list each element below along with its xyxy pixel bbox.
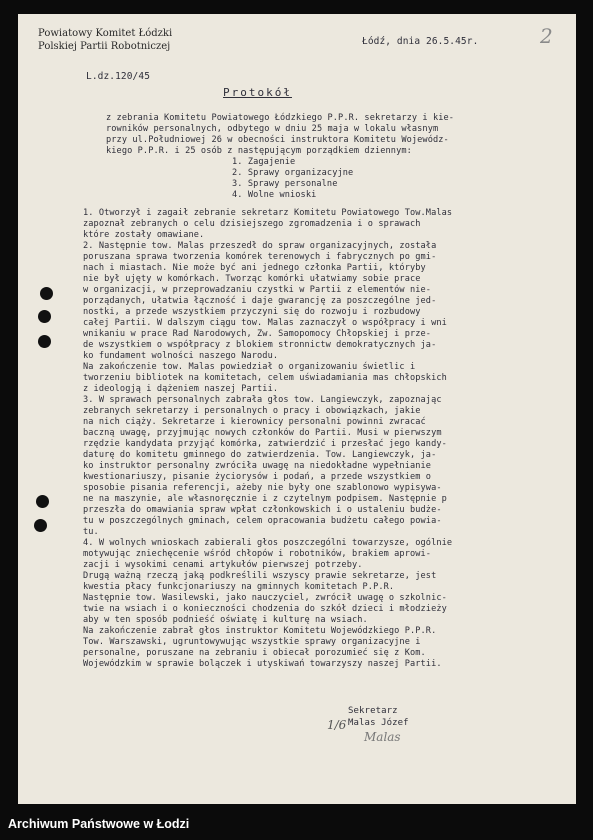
handwritten-initial: 1/6 (327, 718, 347, 732)
body-line: ko fundament wolności naszego Narodu. (83, 351, 279, 361)
body-line: de wszystkiem o współpracy z blokiem stronnictw demokratycznych ja- (83, 340, 437, 350)
agenda-item: 4. Wolne wnioski (232, 190, 317, 201)
body-line: poruszana sprawa tworzenia komórek terenowych i fabrycznych po gmi- (83, 252, 437, 262)
body-line: rzędzie kandydata przyjąć komórka, zatwierdzić i przesłać jego kandy- (83, 439, 447, 449)
body-line: sposobie pisania referencji, ażeby nie były one szablonowo wypisywa- (83, 483, 442, 493)
intro-line: rowników personalnych, odbytego w dniu 25 maja w lokalu własnym (106, 124, 439, 135)
body-line: tworzeniu bibliotek na komitetach, celem uświadamiania mas chłopskich (83, 373, 447, 383)
organization-name-line-2: Polskiej Partii Robotniczej (38, 41, 171, 52)
body-line: przeszła do omawiania spraw wpłat członkowskich i o ustaleniu budże- (83, 505, 442, 515)
archive-footer (0, 810, 593, 840)
intro-line: przy ul.Południowej 26 w obecności instruktora Komitetu Wojewódz- (106, 135, 449, 146)
archive-name: Archiwum Państwowe w Łodzi (8, 817, 190, 831)
body-line: tu. (83, 527, 99, 537)
body-line: z ideologją i dążeniem naszej Partii. (83, 384, 279, 394)
body-line: 2. Następnie tow. Malas przeszedł do spraw organizacyjnych, została (83, 241, 437, 251)
body-line: nie był ujęty w komórkach. Tworząc komórki ułatwiamy sobie prace (83, 274, 421, 284)
intro-line: kiego P.P.R. i 25 osób z następującym porządkiem dziennym: (106, 146, 412, 157)
body-line: kwestionariuszy, pisanie życiorysów i podań, a przede wszystkiem o (83, 472, 432, 482)
body-line: porządanych, ułatwia łączność i daje gwarancję za poszczególne jed- (83, 296, 437, 306)
body-line: Wojewódzkim w sprawie bolączek i utyskiwań towarzyszy naszej Partii. (83, 659, 442, 669)
body-line: wnikaniu w prace Rad Narodowych, Zw. Samopomocy Chłopskiej i prze- (83, 329, 432, 339)
body-line: ne na maszynie, ale własnoręcznie i z czytelnym podpisem. Następnie p (83, 494, 447, 504)
body-line: Drugą ważną rzeczą jaką podkreślili wszyscy prawie sekretarze, jest (83, 571, 437, 581)
body-line: daturę do komitetu gminnego do zatwierdzenia. Tow. Langiewczyk, ja- (83, 450, 437, 460)
body-line: zebranych sekretarzy i personalnych o pracy i obowiązkach, jakie (83, 406, 421, 416)
punch-hole-1 (40, 287, 53, 300)
body-line: tu w poszczególnych gminach, celem opracowania budżetu całego powia- (83, 516, 442, 526)
body-line: Tow. Warszawski, ugruntowywując wszystkie sprawy organizacyjne i (83, 637, 421, 647)
punch-hole-2 (38, 310, 51, 323)
body-line: Następnie tow. Wasilewski, jako nauczyciel, zwrócił uwagę o szkolnic- (83, 593, 447, 603)
body-line: motywując zniechęcenie wśród chłopów i robotników, brakiem aprowi- (83, 549, 432, 559)
punch-hole-4 (36, 495, 49, 508)
body-line: całej Partii. W dalszym ciągu tow. Malas zaznaczył o współpracy i wni (83, 318, 447, 328)
body-line: Na zakończenie tow. Malas powiedział o organizowaniu świetlic i (83, 362, 416, 372)
handwritten-signature: Malas (364, 730, 401, 744)
reference-number: L.dz.120/45 (86, 71, 151, 82)
body-line: 1. Otworzył i zagaił zebranie sekretarz Komitetu Powiatowego Tow.Malas (83, 208, 453, 218)
body-line: 4. W wolnych wnioskach zabierali głos poszczególni towarzysze, ogólnie (83, 538, 453, 548)
body-line: nach i miastach. Nie może być ani jednego członka Partii, któryby (83, 263, 426, 273)
place-and-date: Łódź, dnia 26.5.45r. (362, 36, 479, 47)
body-line: w organizacji, w przeprowadzaniu czystki w Partii z elementów nie- (83, 285, 432, 295)
organization-name-line-1: Powiatowy Komitet Łódzki (38, 28, 173, 39)
intro-line: z zebrania Komitetu Powiatowego Łódzkiego P.P.R. sekretarzy i kie- (106, 113, 455, 123)
body-line: ko instruktor personalny zwróciła uwagę na niedokładne wypełnianie (83, 461, 432, 471)
body-line: zapoznał zebranych o celu dzisiejszego zgromadzenia i o sprawach (83, 219, 421, 229)
body-line: Na zakończenie zabrał głos instruktor Komitetu Wojewódzkiego P.P.R. (83, 626, 437, 636)
document-title: Protokół (223, 86, 292, 99)
punch-hole-5 (34, 519, 47, 532)
body-line: zacji i wysokimi cenami artykułów pierwszej potrzeby. (83, 560, 363, 570)
page-number: 2 (540, 24, 553, 48)
agenda-item: 1. Zagajenie (232, 157, 296, 167)
body-line: na nich ciąży. Sekretarze i kierownicy personalni powinni zwracać (83, 417, 426, 427)
body-line: nostki, a przede wszystkiem przyczyni się do rozwoju i rozbudowy (83, 307, 421, 317)
signature-name: Malas Józef (348, 718, 409, 728)
body-line: baczną uwagę, przyjmując nowych członków do Partii. Musi w pierwszym (83, 428, 442, 438)
punch-hole-3 (38, 335, 51, 348)
agenda-item: 2. Sprawy organizacyjne (232, 168, 354, 179)
body-line: twie na wsiach i o konieczności chodzenia do szkół dzieci i młodzieży (83, 604, 447, 614)
body-line: aby w ten sposób podnieść oświatę i kulturę na wsiach. (83, 615, 368, 625)
signature-role: Sekretarz (348, 706, 398, 716)
body-line: które zostały omawiane. (83, 230, 205, 240)
agenda-item: 3. Sprawy personalne (232, 179, 338, 190)
body-line: kwestia płacy funkcjonariuszy na gminnych komitetach P.P.R. (83, 582, 395, 592)
body-line: personalne, poruszane na zebraniu i obiecał porozumieć się z Kom. (83, 648, 426, 658)
body-line: 3. W sprawach personalnych zabrała głos tow. Langiewczyk, zapoznając (83, 395, 442, 405)
